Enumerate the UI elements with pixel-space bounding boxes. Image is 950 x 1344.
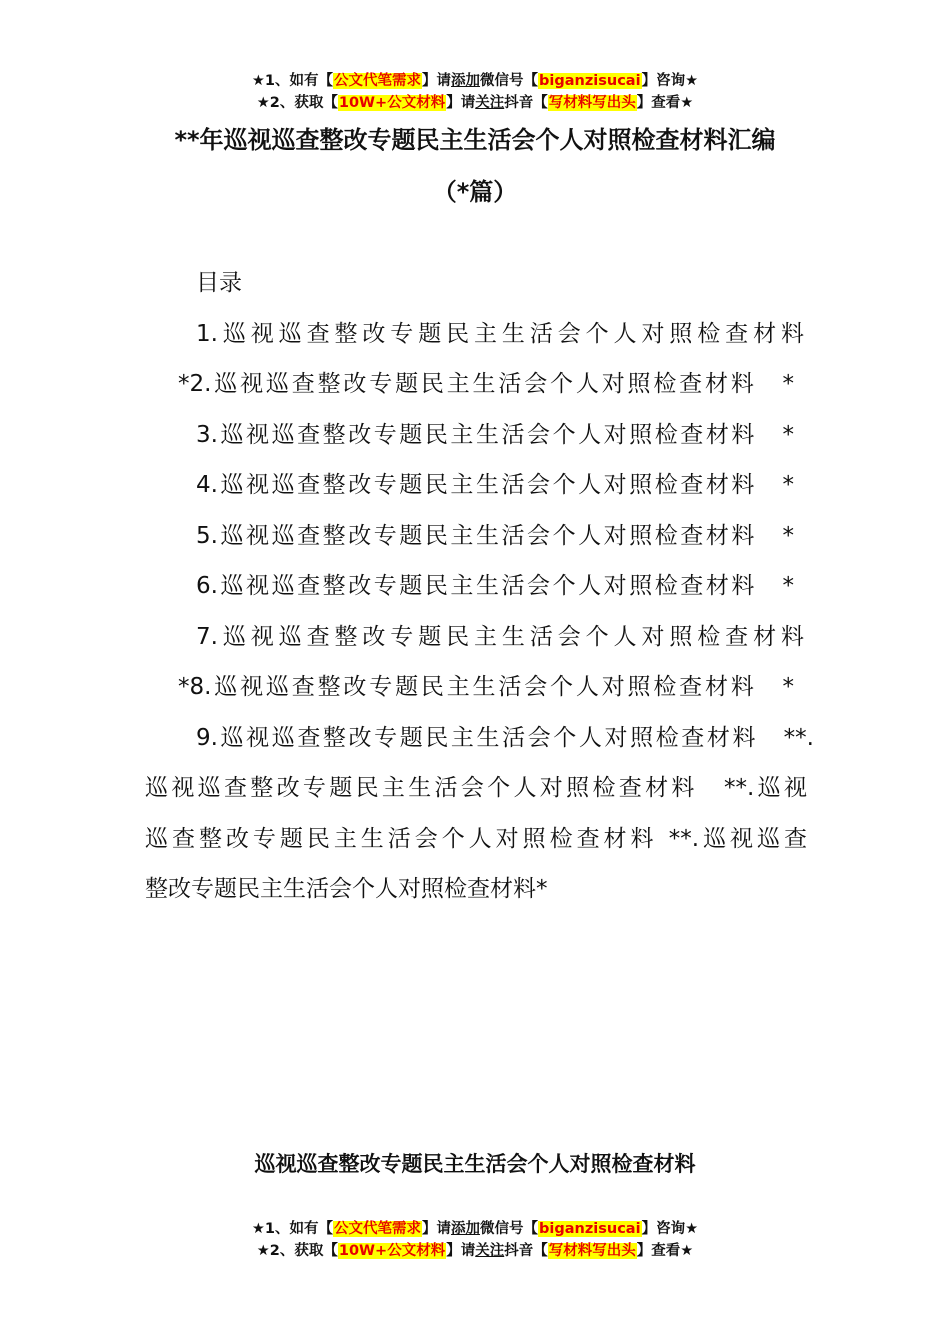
promo-text: ★2、获取【 — [256, 1243, 338, 1259]
promo-text: 】咨询★ — [641, 1221, 699, 1237]
document-title: **年巡视巡查整改专题民主生活会个人对照检查材料汇编 — [174, 126, 776, 154]
document-subtitle: （*篇） — [432, 178, 518, 206]
toc-item: 6.巡视巡查整改专题民主生活会个人对照检查材料 * — [196, 573, 794, 599]
promo-line-1 — [0, 70, 950, 92]
promo-text: 】请 — [422, 1221, 452, 1237]
toc-item: 1.巡视巡查整改专题民主生活会个人对照检查材料 — [196, 321, 804, 347]
promo-highlight: 10W+公文材料 — [338, 95, 446, 111]
promo-underline: 添加 — [451, 73, 481, 89]
toc-item: 4.巡视巡查整改专题民主生活会个人对照检查材料 * — [196, 472, 794, 498]
toc-item: 3.巡视巡查整改专题民主生活会个人对照检查材料 * — [196, 422, 794, 448]
promo-text: 】请 — [446, 1243, 476, 1259]
toc-item: *8.巡视巡查整改专题民主生活会个人对照检查材料 * — [178, 674, 794, 700]
promo-highlight: 写材料写出头 — [548, 1243, 636, 1259]
promo-highlight: 10W+公文材料 — [338, 1243, 446, 1259]
promo-text: ★1、如有【 — [251, 1221, 334, 1237]
toc-item: 巡查整改专题民主生活会个人对照检查材料 **.巡视巡查 — [145, 826, 807, 852]
toc-item: 9.巡视巡查整改专题民主生活会个人对照检查材料 **. — [196, 725, 814, 751]
promo-text: 抖音【 — [504, 95, 548, 111]
promo-highlight: 公文代笔需求 — [334, 1221, 422, 1237]
promo-text: 】查看★ — [636, 95, 694, 111]
promo-underline: 添加 — [451, 1221, 481, 1237]
promo-highlight: 写材料写出头 — [548, 95, 636, 111]
promo-line-2 — [0, 92, 950, 114]
promo-highlight: 公文代笔需求 — [334, 73, 422, 89]
toc-item: 7.巡视巡查整改专题民主生活会个人对照检查材料 — [196, 624, 804, 650]
promo-line-2 — [0, 1240, 950, 1262]
toc-heading: 目录 — [196, 270, 242, 296]
promo-banner-bottom — [0, 1218, 950, 1262]
promo-text: 】请 — [446, 95, 476, 111]
promo-text: 微信号【 — [480, 1221, 539, 1237]
toc-item: *2.巡视巡查整改专题民主生活会个人对照检查材料 * — [178, 371, 794, 397]
promo-text: ★1、如有【 — [251, 73, 334, 89]
promo-highlight: biganzisucai — [539, 1221, 641, 1237]
promo-text: 】咨询★ — [641, 73, 699, 89]
promo-text: 】请 — [422, 73, 452, 89]
promo-highlight: biganzisucai — [539, 73, 641, 89]
toc-item: 5.巡视巡查整改专题民主生活会个人对照检查材料 * — [196, 523, 794, 549]
promo-text: ★2、获取【 — [256, 95, 338, 111]
promo-banner-top — [0, 70, 950, 114]
toc-item: 整改专题民主生活会个人对照检查材料* — [145, 876, 548, 902]
promo-underline: 关注 — [475, 95, 505, 111]
promo-text: 微信号【 — [480, 73, 539, 89]
toc-item: 巡视巡查整改专题民主生活会个人对照检查材料 **.巡视 — [145, 775, 807, 801]
promo-underline: 关注 — [475, 1243, 505, 1259]
promo-text: 】查看★ — [636, 1243, 694, 1259]
promo-line-1 — [0, 1218, 950, 1240]
promo-text: 抖音【 — [504, 1243, 548, 1259]
section-title: 巡视巡查整改专题民主生活会个人对照检查材料 — [254, 1152, 696, 1176]
